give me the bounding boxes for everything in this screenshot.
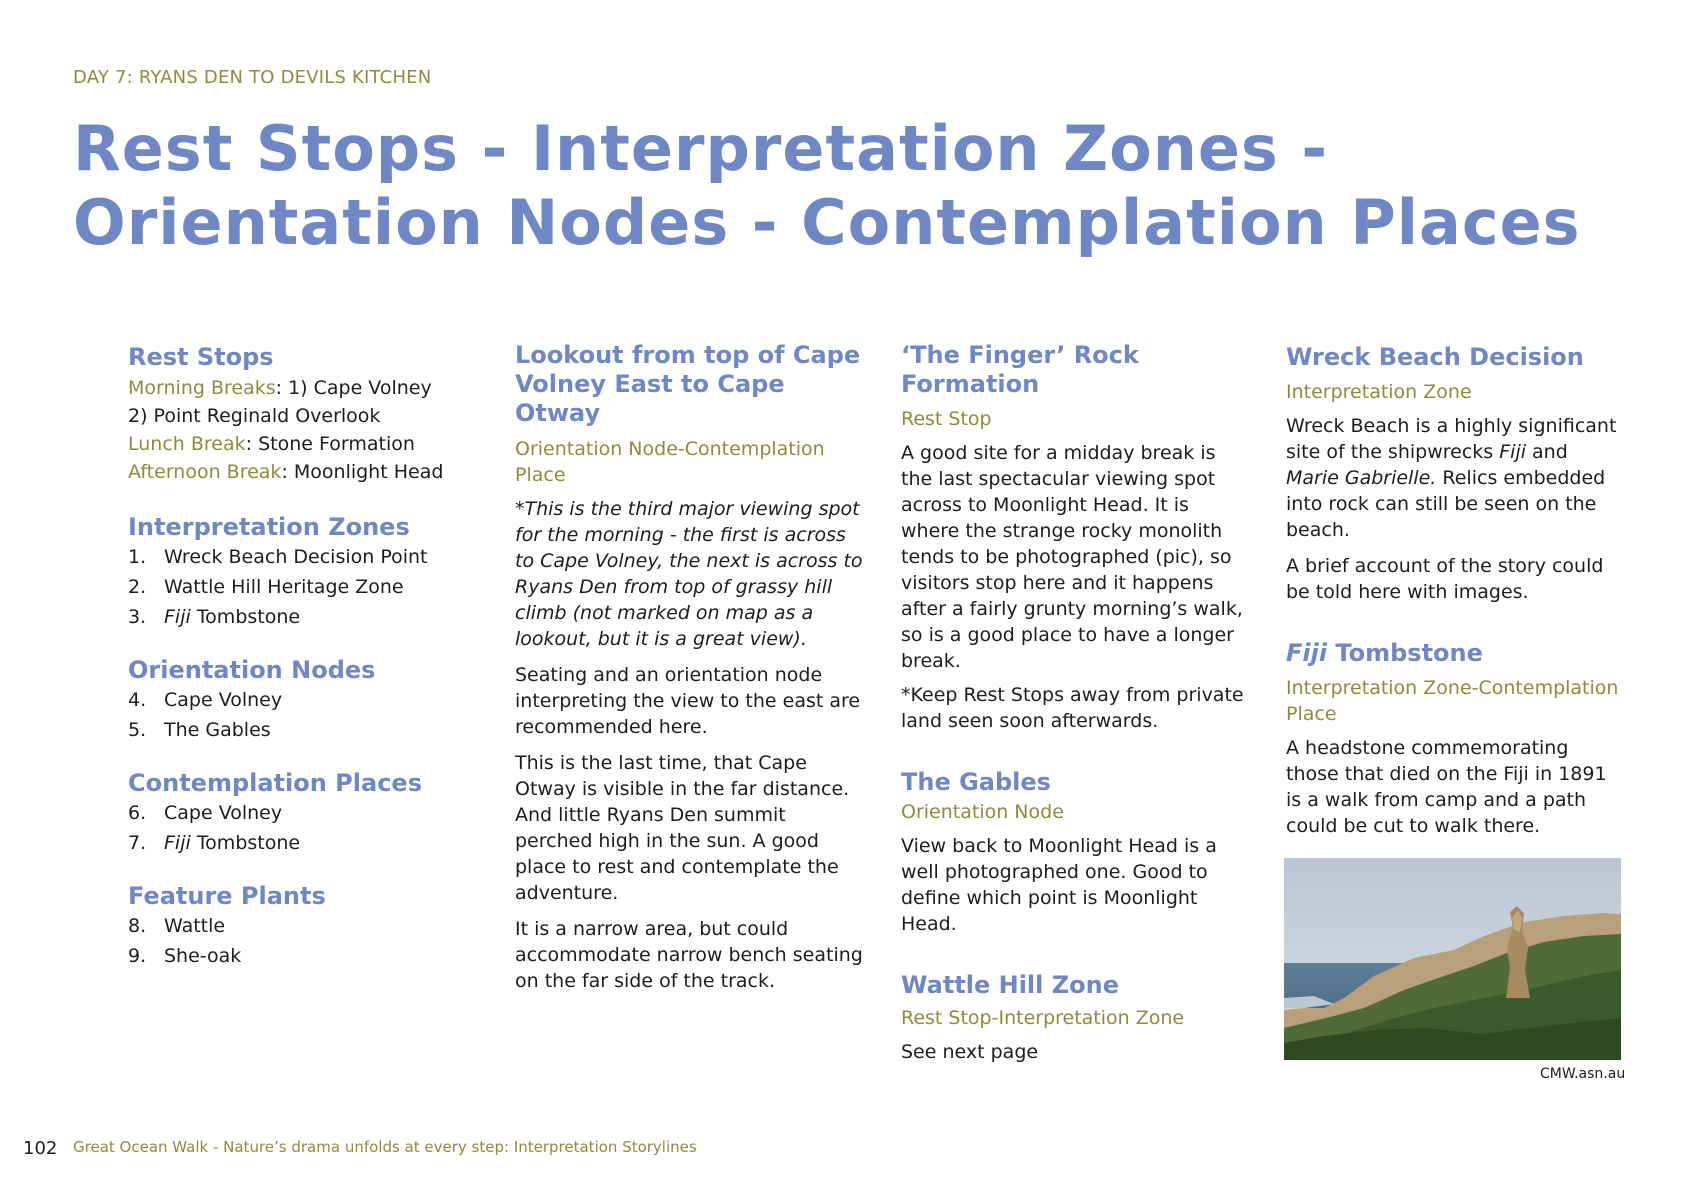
interpretation-zones-list <box>128 542 468 632</box>
finger-rock-photo <box>1284 858 1621 1060</box>
morning-breaks-line2: 2) Point Reginald Overlook <box>128 405 381 427</box>
gables-paragraph: View back to Moonlight Head is a well photographed one. Good to define which point is Moonlight Head. <box>901 835 1217 935</box>
page-title-line-2: Orientation Nodes - Contemplation Places <box>73 186 1581 259</box>
rest-stops-heading: Rest Stops <box>128 343 274 371</box>
list-item: 8. Wattle <box>128 915 226 937</box>
list-item: 9. She-oak <box>128 945 242 967</box>
morning-breaks: Morning Breaks: 1) Cape Volney <box>128 377 432 399</box>
fiji-subheading: Interpretation Zone-Contemplation Place <box>1286 677 1619 725</box>
finger-heading: ‘The Finger’ Rock Formation <box>901 341 1139 398</box>
wattle-subheading: Rest Stop-Interpretation Zone <box>901 1007 1185 1029</box>
page-title <box>73 112 1581 260</box>
lookout-paragraph-2: Seating and an orientation node interpreting the view to the east are recommended here. <box>515 664 861 738</box>
lunch-break: Lunch Break: Stone Formation <box>128 433 415 455</box>
wattle-paragraph: See next page <box>901 1041 1039 1063</box>
list-item: 4. Cape Volney <box>128 689 283 711</box>
feature-plants-heading: Feature Plants <box>128 882 326 910</box>
lookout-paragraph-3: This is the last time, that Cape Otway is visible in the far distance. And little Ryans Den summit perched high in the sun. A good place to rest and contemplate the adventure. <box>515 752 850 904</box>
day-kicker: DAY 7: RYANS DEN TO DEVILS KITCHEN <box>73 67 432 88</box>
contemplation-places-heading: Contemplation Places <box>128 769 422 797</box>
list-item: 7. Fiji Tombstone <box>128 832 301 854</box>
list-item: 1. Wreck Beach Decision Point <box>128 546 428 568</box>
footer-text: Great Ocean Walk - Nature’s drama unfolds at every step: Interpretation Storylines <box>73 1138 697 1156</box>
orientation-nodes-list <box>128 685 468 745</box>
wattle-heading: Wattle Hill Zone <box>901 971 1119 999</box>
list-item: 6. Cape Volney <box>128 802 283 824</box>
fiji-heading: Fiji Tombstone <box>1286 639 1483 667</box>
wreck-heading: Wreck Beach Decision <box>1286 343 1584 371</box>
photo-credit: CMW.asn.au <box>1540 1066 1626 1082</box>
lookout-subheading: Orientation Node-Contemplation Place <box>515 438 825 486</box>
finger-subheading: Rest Stop <box>901 408 992 430</box>
lookout-heading: Lookout from top of Cape Volney East to Cape Otway <box>515 341 861 427</box>
wreck-column <box>1286 343 1626 839</box>
finger-paragraph-2: *Keep Rest Stops away from private land seen soon afterwards. <box>901 684 1244 732</box>
wreck-paragraph-2: A brief account of the story could be told here with images. <box>1286 555 1604 603</box>
list-item: 3. Fiji Tombstone <box>128 606 301 628</box>
finger-column <box>901 341 1251 1065</box>
lookout-paragraph-4: It is a narrow area, but could accommodate narrow bench seating on the far side of the track. <box>515 918 863 992</box>
finger-paragraph-1: A good site for a midday break is the last spectacular viewing spot across to Moonlight Head. It is where the strange rocky monolith tends to be photographed (pic), so visitors stop here and it happens after a fairly grunty morning’s walk, so is a good place to have a longer break. <box>901 442 1243 672</box>
page-number: 102 <box>23 1138 58 1159</box>
contemplation-places-list <box>128 798 468 858</box>
lookout-column <box>515 341 865 994</box>
interpretation-zones-heading: Interpretation Zones <box>128 513 410 541</box>
page-title-line-1: Rest Stops - Interpretation Zones - <box>73 112 1329 185</box>
gables-subheading: Orientation Node <box>901 801 1064 823</box>
list-item: 2. Wattle Hill Heritage Zone <box>128 576 404 598</box>
gables-heading: The Gables <box>901 768 1051 796</box>
afternoon-break: Afternoon Break: Moonlight Head <box>128 461 444 483</box>
orientation-nodes-heading: Orientation Nodes <box>128 656 376 684</box>
fiji-paragraph: A headstone commemorating those that died on the Fiji in 1891 is a walk from camp and a path could be cut to walk there. <box>1286 737 1607 837</box>
lookout-paragraph-1: *This is the third major viewing spot for the morning - the first is across to Cape Volney, the next is across to Ryans Den from top of grassy hill climb (not marked on map as a lookout, but it is a great view). <box>515 498 863 650</box>
summary-column <box>128 343 468 971</box>
wreck-subheading: Interpretation Zone <box>1286 381 1472 403</box>
list-item: 5. The Gables <box>128 719 271 741</box>
wreck-paragraph-1: Wreck Beach is a highly significant site of the shipwrecks Fiji and Marie Gabrielle. Relics embedded into rock can still be seen on the beach. <box>1286 415 1617 541</box>
feature-plants-list <box>128 911 468 971</box>
